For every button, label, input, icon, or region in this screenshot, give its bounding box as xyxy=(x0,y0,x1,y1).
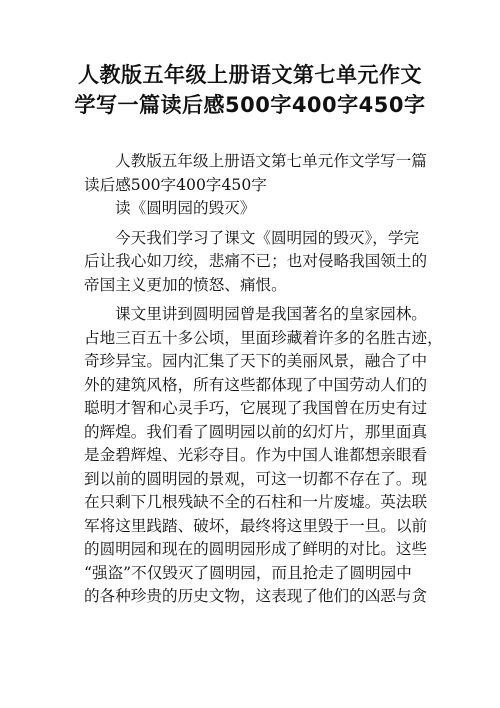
text-line: 读后感500字400字450字 xyxy=(84,175,267,194)
text-line: 占地三百五十多公顷，里面珍藏着许多的名胜古迹， xyxy=(84,328,443,347)
text-line: 外的建筑风格，所有这些都体现了中国劳动人们的 xyxy=(84,375,428,394)
title-line-2: 学写一篇读后感500字400字450字 xyxy=(74,93,426,117)
text-line: 人教版五年级上册语文第七单元作文学写一篇 xyxy=(115,152,427,170)
text-line: 聪明才智和心灵手巧，它展现了我国曾在历史有过 xyxy=(84,399,428,417)
text-line: 到以前的圆明园的景观，可这一切都不存在了。现 xyxy=(84,469,428,488)
text-line: 军将这里践踏、破坏，最终将这里毁于一旦。以前 xyxy=(84,516,428,535)
text-line: 帝国主义更加的愤怒、痛恨。 xyxy=(84,275,287,294)
text-line: 的辉煌。我们看了圆明园以前的幻灯片，那里面真 xyxy=(84,422,428,441)
text-line: “强盗”不仅毁灭了圆明园，而且抢走了圆明园中 xyxy=(84,563,412,582)
text-line: 的各种珍贵的历史文物，这表现了他们的凶恶与贪 xyxy=(84,587,428,605)
title-line-1: 人教版五年级上册语文第七单元作文 xyxy=(78,63,422,87)
text-line: 是金碧辉煌、光彩夺目。作为中国人谁都想亲眼看 xyxy=(84,446,428,464)
text-line: 读《圆明园的毁灭》 xyxy=(115,199,256,217)
document-body xyxy=(0,150,500,609)
document-title xyxy=(0,60,500,120)
text-line: 后让我心如刀绞，悲痛不已；也对侵略我国领土的 xyxy=(84,252,428,270)
text-line: 奇珍异宝。园内汇集了天下的美丽风景，融合了中 xyxy=(84,352,428,370)
text-line: 今天我们学习了课文《圆明园的毁灭》，学完 xyxy=(115,228,420,247)
text-line: 的圆明园和现在的圆明园形成了鲜明的对比。这些 xyxy=(84,540,428,558)
text-line: 在只剩下几根残缺不全的石柱和一片废墟。英法联 xyxy=(84,493,428,511)
text-line: 课文里讲到圆明园曾是我国著名的皇家园林。 xyxy=(115,305,427,323)
